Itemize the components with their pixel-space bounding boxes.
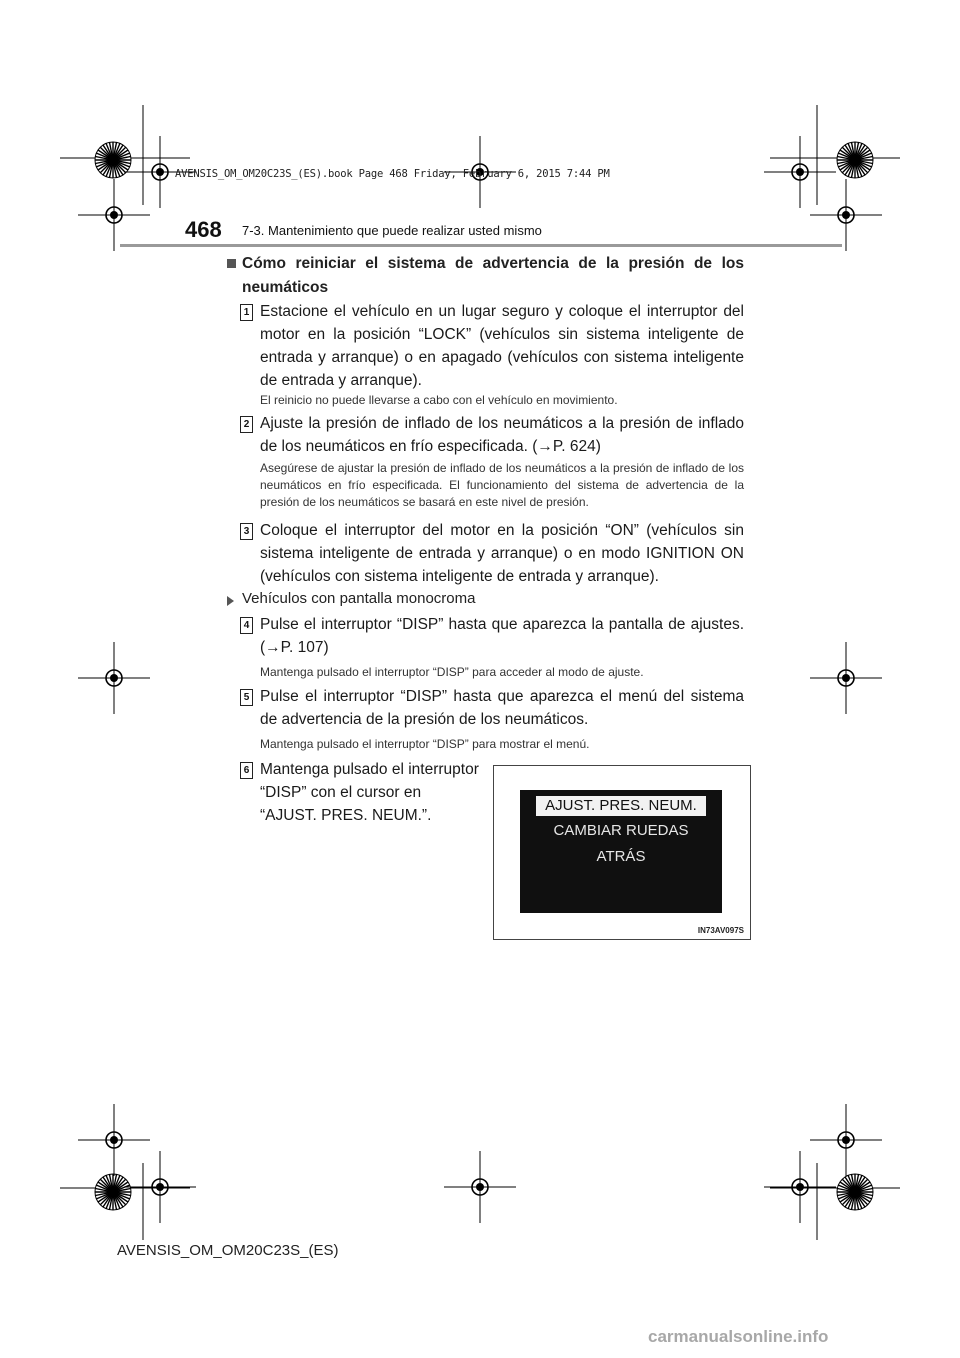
step-number-badge: 6 [240,762,253,779]
section-title: 7-3. Mantenimiento que puede realizar usted mismo [242,223,542,238]
book-print-stamp: AVENSIS_OM_OM20C23S_(ES).book Page 468 Friday, February 6, 2015 7:44 PM [175,168,610,180]
step-3-text: Coloque el interruptor del motor en la posición “ON” (vehículos sin sistema inteligente de entrada y arranque) o en modo IGNITION ON (vehículos con sistema inteligente de entrada y arranque). [260,522,744,585]
step-4-text: Pulse el interruptor “DISP” hasta que aparezca la pantalla de ajustes. (→P. 107) [260,616,744,656]
step-number-badge: 2 [240,416,253,433]
display-menu-item: CAMBIAR RUEDAS [553,822,689,839]
step-6-text: Mantenga pulsado el interruptor “DISP” con el cursor en “AJUST. PRES. NEUM.”. [260,761,479,824]
step-1-note: El reinicio no puede llevarse a cabo con el vehículo en movimiento. [260,393,618,407]
page-number: 468 [185,217,222,242]
display-illustration [493,765,751,940]
step-2-text: Ajuste la presión de inflado de los neumáticos a la presión de inflado de los neumáticos en frío especificada. (→P. 624) [260,415,744,455]
header-divider [120,244,842,247]
step-number-badge: 3 [240,523,253,540]
display-menu-item: ATRÁS [596,848,646,865]
square-bullet-icon [227,259,236,268]
multi-info-display [520,790,722,913]
display-menu-item-selected: AJUST. PRES. NEUM. [536,796,706,816]
step-1-text: Estacione el vehículo en un lugar seguro y coloque el interruptor del motor en la posición “LOCK” (vehículos sin sistema inteligente de entrada y arranque) o en apagado (vehículos con sistema inteligente de entrada y arranque). [260,303,744,389]
step-number-badge: 5 [240,689,253,706]
step-number-badge: 1 [240,304,253,321]
figure-code: IN73AV097S [697,926,744,935]
step-5-note: Mantenga pulsado el interruptor “DISP” para mostrar el menú. [260,737,590,751]
section-heading: Cómo reiniciar el sistema de advertencia de la presión de los neumáticos [242,255,744,296]
footer-book-code: AVENSIS_OM_OM20C23S_(ES) [117,1242,339,1259]
site-watermark: carmanualsonline.info [648,1327,829,1346]
triangle-bullet-icon [227,596,234,606]
step-5-text: Pulse el interruptor “DISP” hasta que aparezca el menú del sistema de advertencia de la presión de los neumáticos. [260,688,744,728]
step-4-note: Mantenga pulsado el interruptor “DISP” para acceder al modo de ajuste. [260,665,644,679]
sub-heading: Vehículos con pantalla monocroma [242,590,476,607]
step-2-note: Asegúrese de ajustar la presión de inflado de los neumáticos a la presión de inflado de los neumáticos en frío especificada. El funcionamiento del sistema de advertencia de la presión de los neumáticos se basará en este nivel de presión. [260,461,744,509]
step-number-badge: 4 [240,617,253,634]
